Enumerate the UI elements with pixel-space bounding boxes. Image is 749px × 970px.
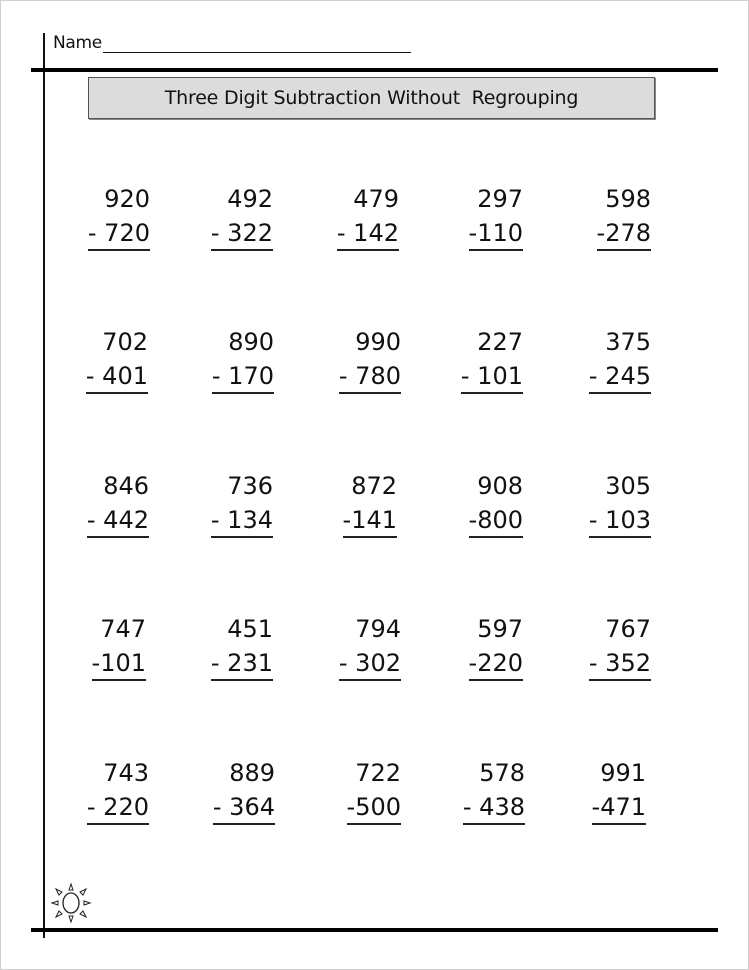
subtrahend: - 142: [337, 217, 399, 251]
problem: [433, 612, 523, 681]
margin-rule: [43, 33, 45, 938]
worksheet-title: Three Digit Subtraction Without Regrouping: [164, 87, 579, 109]
subtrahend: - 231: [211, 647, 273, 681]
name-field: [53, 33, 411, 53]
minuend: 297: [477, 185, 523, 213]
minuend: 578: [479, 759, 525, 787]
problem: [59, 756, 149, 825]
minuend: 492: [227, 185, 273, 213]
problem: [309, 182, 399, 251]
problem: [307, 469, 397, 538]
minuend: 747: [100, 615, 146, 643]
problem: [561, 469, 651, 538]
minuend: 846: [103, 472, 149, 500]
minuend: 991: [600, 759, 646, 787]
subtrahend: - 438: [463, 791, 525, 825]
problem: [311, 756, 401, 825]
subtrahend: - 322: [211, 217, 273, 251]
minuend: 889: [229, 759, 275, 787]
minuend: 767: [605, 615, 651, 643]
subtrahend: - 780: [339, 360, 401, 394]
minuend: 598: [605, 185, 651, 213]
subtrahend: - 401: [86, 360, 148, 394]
subtrahend: -278: [597, 217, 651, 251]
subtrahend: - 245: [589, 360, 651, 394]
problem: [433, 182, 523, 251]
minuend: 736: [227, 472, 273, 500]
minuend: 920: [104, 185, 150, 213]
subtrahend: -500: [347, 791, 401, 825]
subtrahend: - 170: [212, 360, 274, 394]
subtrahend: -220: [469, 647, 523, 681]
minuend: 451: [227, 615, 273, 643]
subtrahend: - 364: [213, 791, 275, 825]
minuend: 375: [605, 328, 651, 356]
subtrahend: -471: [592, 791, 646, 825]
subtrahend: -101: [92, 647, 146, 681]
worksheet-title-box: [88, 77, 655, 119]
problem: [183, 469, 273, 538]
problem: [60, 182, 150, 251]
subtrahend: - 103: [589, 504, 651, 538]
subtrahend: - 134: [211, 504, 273, 538]
problem: [185, 756, 275, 825]
minuend: 702: [102, 328, 148, 356]
problem: [433, 469, 523, 538]
problem: [561, 612, 651, 681]
minuend: 743: [103, 759, 149, 787]
problem: [561, 182, 651, 251]
minuend: 597: [477, 615, 523, 643]
problem: [184, 325, 274, 394]
problem: [311, 612, 401, 681]
problem: [183, 612, 273, 681]
name-label: Name: [53, 33, 102, 53]
minuend: 479: [353, 185, 399, 213]
minuend: 794: [355, 615, 401, 643]
name-blank-line[interactable]: [103, 34, 411, 53]
sun-icon: [50, 881, 92, 923]
minuend: 305: [605, 472, 651, 500]
problem: [435, 756, 525, 825]
problem: [58, 325, 148, 394]
subtrahend: - 720: [88, 217, 150, 251]
problem: [556, 756, 646, 825]
subtrahend: -141: [343, 504, 397, 538]
subtrahend: - 220: [87, 791, 149, 825]
subtrahend: - 352: [589, 647, 651, 681]
problem: [56, 612, 146, 681]
subtrahend: -800: [469, 504, 523, 538]
minuend: 890: [228, 328, 274, 356]
minuend: 908: [477, 472, 523, 500]
problem: [311, 325, 401, 394]
subtrahend: - 442: [87, 504, 149, 538]
header-rule: [31, 68, 718, 72]
minuend: 722: [355, 759, 401, 787]
minuend: 990: [355, 328, 401, 356]
problem: [561, 325, 651, 394]
subtrahend: -110: [469, 217, 523, 251]
minuend: 872: [351, 472, 397, 500]
subtrahend: - 101: [461, 360, 523, 394]
problem: [59, 469, 149, 538]
problem: [433, 325, 523, 394]
minuend: 227: [477, 328, 523, 356]
subtrahend: - 302: [339, 647, 401, 681]
footer-rule: [31, 928, 718, 932]
problem: [183, 182, 273, 251]
